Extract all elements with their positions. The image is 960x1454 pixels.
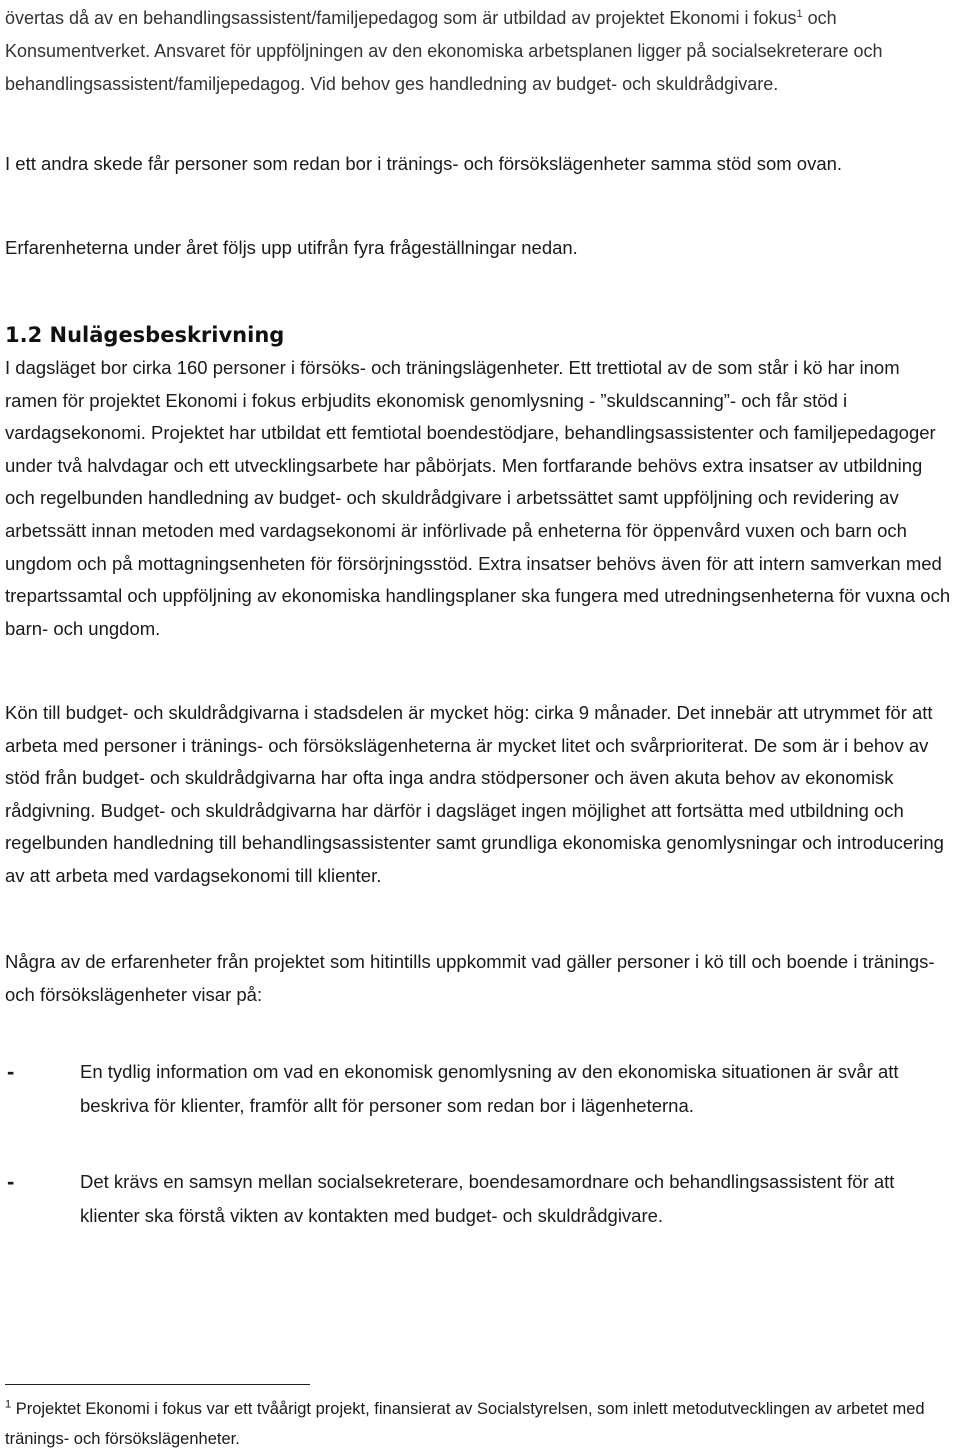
queue-paragraph: Kön till budget- och skuldrådgivarna i stadsdelen är mycket hög: cirka 9 månader. Det innebär att utrymmet för att arbeta med personer i tränings- och försökslägenheterna är mycket litet och svårprioriterat. De som är i behov av stöd från budget- och skuldrådgivarna har ofta inga andra stödpersoner och även akuta behov av ekonomisk rådgivning. Budget- och skuldrådgivarna har därför i dagsläget ingen möjlighet att fortsätta med utbildning och regelbunden handledning till behandlingsassistenter samt grundliga ekonomiska genomlysningar och introducering av att arbeta med vardagsekonomi till klienter.: [5, 702, 944, 886]
footnote-text: Projektet Ekonomi i fokus var ett tvåårigt projekt, finansierat av Socialstyrelsen, som inlett metodutvecklingen av arbetet med tränings- och försökslägenheter.: [5, 1400, 925, 1448]
experiences-paragraph: Erfarenheterna under året följs upp utifrån fyra frågeställningar nedan.: [5, 237, 578, 258]
section-heading: 1.2 Nulägesbeskrivning: [5, 323, 285, 347]
intro-rest: och Konsumentverket. Ansvaret för uppföljningen av den ekonomiska arbetsplanen ligger på socialsekreterare och behandlingsassistent/familjepedagog. Vid behov ges handledning av budget- och skuldrådgivare.: [5, 8, 883, 94]
intro-paragraph: [5, 2, 955, 101]
footnote-divider: [5, 1384, 310, 1385]
footnote-marker: 1: [5, 1398, 12, 1411]
second-stage-paragraph: I ett andra skede får personer som redan bor i tränings- och försökslägenheter samma stöd som ovan.: [5, 153, 843, 174]
list-bullet: -: [7, 1169, 15, 1194]
current-situation-paragraph: I dagsläget bor cirka 160 personer i försöks- och träningslägenheter. Ett trettiotal av de som står i kö har inom ramen för projektet Ekonomi i fokus erbjudits ekonomisk genomlysning - ”skuldscanning”- och får stöd i vardagsekonomi. Projektet har utbildat ett femtiotal boendestödjare, behandlingsassistenter och familjepedagoger under två halvdagar och ett utvecklingsarbete har påbörjats. Men fortfarande behövs extra insatser av utbildning och regelbunden handledning av budget- och skuldrådgivare i arbetssättet samt uppföljning och revidering av arbetssätt innan metoden med vardagsekonomi är införlivade på enheterna för öppenvård vuxen och barn och ungdom och på mottagningsenheten för försörjningsstöd. Extra insatser behövs även för att intern samverkan med trepartssamtal och uppföljning av ekonomiska handlingsplaner ska fungera med utredningsenheterna för vuxna och barn- och ungdom.: [5, 357, 951, 639]
list-item-text: Det krävs en samsyn mellan socialsekreterare, boendesamordnare och behandlingsassistent för att klienter ska förstå vikten av kontakten med budget- och skuldrådgivare.: [80, 1171, 895, 1226]
list-bullet: -: [7, 1059, 15, 1084]
footnote: [5, 1394, 960, 1454]
list-item-text: En tydlig information om vad en ekonomisk genomlysning av den ekonomiska situationen är svår att beskriva för klienter, framför allt för personer som redan bor i lägenheterna.: [80, 1061, 899, 1116]
experiences-intro-paragraph: Några av de erfarenheter från projektet som hitintills uppkommit vad gäller personer i kö till och boende i tränings- och försökslägenheter visar på:: [5, 951, 935, 1005]
footnote-reference: 1: [796, 8, 803, 20]
intro-line-1: övertas då av en behandlingsassistent/familjepedagog som är utbildad av projektet Ekonomi i fokus: [5, 8, 797, 28]
